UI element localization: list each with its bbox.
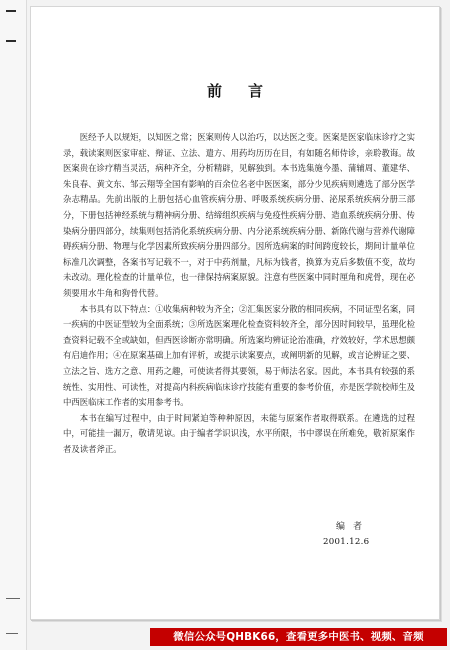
preface-body [63, 130, 415, 457]
watermark-banner: 微信公众号QHBK66，查看更多中医书、视频、音频 [150, 628, 447, 646]
paragraph-1: 医经予人以规矩，以知医之常；医案则传人以治巧，以达医之变。医案是医家临床诊疗之实录，载读案则医家审症、辩证、立法、遣方、用药均历历在目，有如随名师侍诊，亲聆教诲。故医案贵在诊疗精当灵活，病种齐全，分析精辟，见解独到。本书选集施今墨、蒲辅周、董建华、朱良春、黄文东、邹云翔等全国有影响的百余位名老中医医案，部分少见疾病则遴选了部分医学杂志精品。先前出版的上册包括心血管疾病分册、呼吸系统疾病分册、泌尿系统疾病分册三部分，下册包括神经系统与精神病分册、结缔组织疾病与免疫性疾病分册、造血系统疾病分册、传染病分册四部分，续集则包括消化系统疾病分册、内分泌系统疾病分册、新陈代谢与营养代谢障碍疾病分册、物理与化学因素所致疾病分册四部分。因所选病案的时间跨度较长，期间计量单位标准几次调整，各案书写记载不一，对于中药剂量，凡标为钱者，换算为克后多数值不变，故均未改动。理化检查的计量单位，也一律保持病案原貌。注意有些医案中同时厘角和虎骨，现在必须要用水牛角和狗骨代替。 [63, 132, 415, 298]
paragraph-3: 本书在编写过程中，由于时间紧迫等种种原因，未能与原案作者取得联系。在遴选的过程中，可能挂一漏万，敬请见谅。由于编者学识识浅，水平所限，书中谬误在所难免，敬祈原案作者及读者斧正。 [63, 412, 415, 454]
document-page[interactable] [30, 6, 440, 620]
paragraph-2: 本书具有以下特点：①收集病种较为齐全；②汇集医家分散的相同疾病，不同证型名案，同一疾病的中医证型较为全面系统；③所选医案理化检查资料较齐全，部分因时间较早，虽理化检查资料记载不全或缺如，但西医诊断亦常明确。所选案均辨证论治准确，疗效较好，学术思想颇有启迪作用；④在原案基础上加有评析，或提示读案要点，或阐明新的见解，或言论辨证之要、立法之旨、选方之意、用药之趣，可使读者得其要领，易于师法名家。因此，本书具有较强的系统性、实用性、可读性，对提高内科疾病临床诊疗技能有重要的参考价值，亦是医学院校师生及中西医临床工作者的实用参考书。 [63, 303, 415, 408]
gutter-mark [6, 10, 16, 12]
gutter-mark [6, 598, 20, 599]
page-title: 前言 [206, 82, 289, 100]
author-signature: 编者 [336, 522, 371, 532]
gutter-mark [6, 633, 18, 634]
viewer-left-gutter [0, 0, 27, 650]
date-line: 2001.12.6 [323, 537, 370, 547]
gutter-marks [4, 0, 20, 650]
gutter-mark [6, 40, 16, 42]
